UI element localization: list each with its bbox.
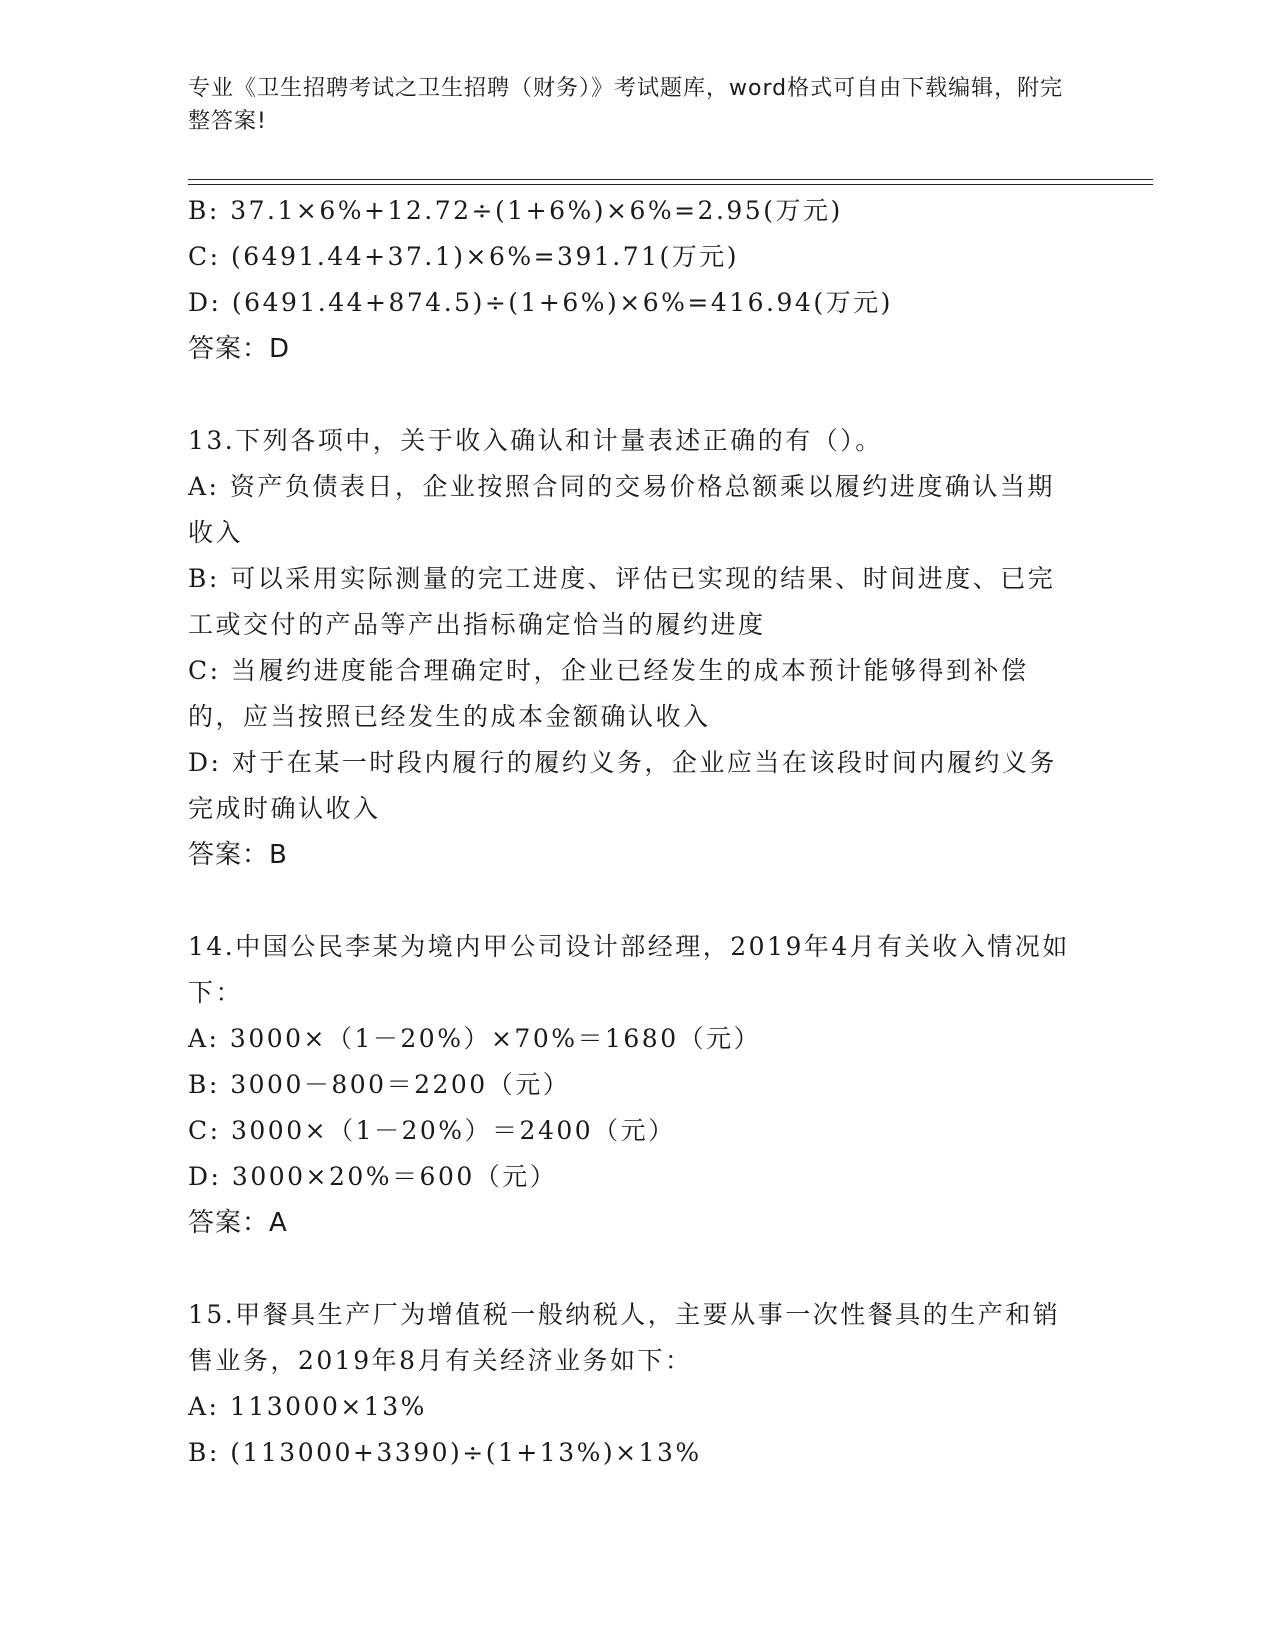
spacer — [188, 878, 1078, 924]
option-c: C: 当履约进度能合理确定时，企业已经发生的成本预计能够得到补偿的，应当按照已经发生的成本金额确认收入 — [188, 656, 1029, 731]
question-stem: 14.中国公民李某为境内甲公司设计部经理，2019年4月有关收入情况如下： — [188, 932, 1070, 1007]
question-stem: 13.下列各项中，关于收入确认和计量表述正确的有（）。 — [188, 426, 883, 455]
header-rule-bottom — [188, 184, 1153, 185]
option-d: D: 3000×20%＝600（元） — [188, 1162, 558, 1191]
document-body — [188, 188, 1078, 1476]
option-d: D: (6491.44+874.5)÷(1+6%)×6%=416.94(万元) — [188, 288, 893, 317]
answer: 答案：A — [188, 1208, 288, 1238]
option-c: C: 3000×（1－20%）＝2400（元） — [188, 1116, 676, 1145]
option-b: B: 可以采用实际测量的完工进度、评估已实现的结果、时间进度、已完工或交付的产品等产出指标确定恰当的履约进度 — [188, 564, 1056, 639]
option-c: C: (6491.44+37.1)×6%=391.71(万元) — [188, 242, 740, 271]
question-15 — [188, 1292, 1078, 1476]
option-a: A: 资产负债表日，企业按照合同的交易价格总额乘以履约进度确认当期收入 — [188, 472, 1055, 547]
spacer — [188, 372, 1078, 418]
question-14 — [188, 924, 1078, 1246]
option-b: B: 3000－800＝2200（元） — [188, 1070, 571, 1099]
option-a: A: 3000×（1－20%）×70%＝1680（元） — [188, 1024, 762, 1053]
answer: 答案：B — [188, 840, 288, 870]
question-stem: 15.甲餐具生产厂为增值税一般纳税人，主要从事一次性餐具的生产和销售业务，2019年8月有关经济业务如下： — [188, 1300, 1061, 1375]
question-13 — [188, 418, 1078, 878]
question-12-continued — [188, 188, 1078, 372]
option-a: A: 113000×13% — [188, 1392, 427, 1421]
document-header: 专业《卫生招聘考试之卫生招聘（财务）》考试题库，word格式可自由下载编辑，附完整答案! — [188, 76, 1064, 134]
answer: 答案：D — [188, 334, 291, 364]
option-b: B: 37.1×6%+12.72÷(1+6%)×6%=2.95(万元) — [188, 196, 843, 225]
spacer — [188, 1246, 1078, 1292]
option-b: B: (113000+3390)÷(1+13%)×13% — [188, 1438, 702, 1467]
header-rule-top — [188, 179, 1153, 180]
option-d: D: 对于在某一时段内履行的履约义务，企业应当在该段时间内履约义务完成时确认收入 — [188, 748, 1057, 823]
